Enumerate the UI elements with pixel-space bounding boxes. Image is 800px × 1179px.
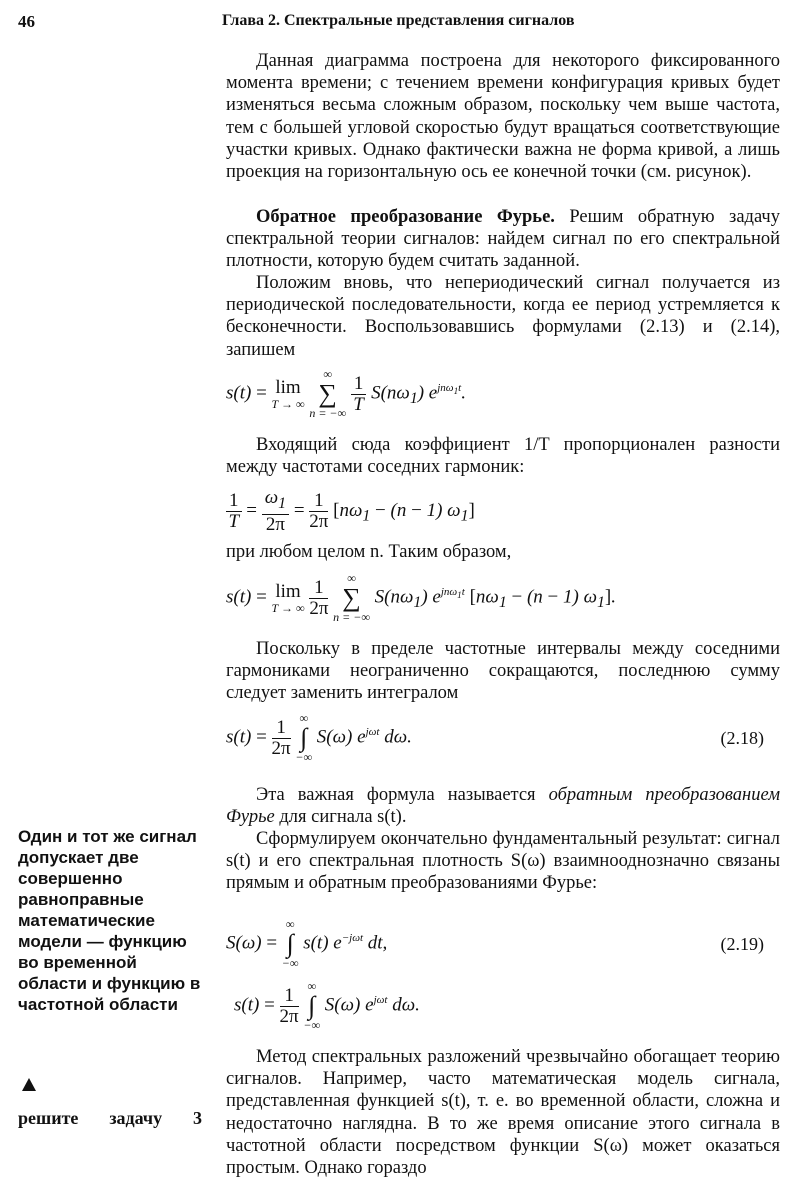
exercise-note	[18, 1108, 202, 1129]
paragraph-periodic: Положим вновь, что непериодический сигнал получается из периодической последовательности, когда ее период устремляется к бесконечности. Воспользовавшись формулами (2.13) и (2.14), запишем	[226, 273, 780, 360]
section-title: Обратное преобразование Фурье.	[256, 207, 555, 227]
paragraph-spectral-method: Метод спектральных разложений чрезвычайно обогащает теорию сигналов. Например, часто математическая модель сигнала, представленная функцией s(t), т. е. во временной области, сложна и недостаточно наглядна. В то же время описание этого сигнала в частотной области посредством функции S(ω) может оказаться простым. Однако гораздо	[226, 1047, 780, 1179]
formula-frequency-difference: $\frac{1}{T}$ = $\frac{\omega_1}{2\pi}$ = $\frac{1}{2\pi}$ [$n\omega_1 - (n - 1)$ $\omega_1$]	[226, 488, 475, 535]
paragraph-important-formula	[226, 784, 780, 828]
paragraph-coefficient: Входящий сюда коэффициент 1/T пропорционален разности между частотами соседних гармоник:	[226, 435, 780, 478]
paragraph-inverse-fourier-text: Решим обратную задачу спектральной теории сигналов: найдем сигнал по его спектральной плотности, которую будем считать заданной.	[226, 207, 780, 272]
exercise-word: решите	[18, 1108, 79, 1128]
formula-2-19-forward: S(ω) = ∞ ∫ −∞ s(t) $e^{-j\omega t}$ dt,	[226, 917, 388, 970]
exercise-task: задачу	[109, 1108, 163, 1128]
margin-note: Один и тот же сигнал допускает две совершенно равноправные математические модели — функцию во временной области и функцию в частотной области	[18, 827, 201, 1014]
formula-limit-sum-2: s(t) = lim T → ∞ $\frac{1}{2\pi}$ ∞ ∑ n = −∞ $S(n\omega_1)$ $e^{jn\omega_1t}$ [$n\omega_1 - (n - 1)$ $\omega_1$].	[226, 571, 616, 624]
formula-2-18: s(t) = $\frac{1}{2\pi}$ ∞ ∫ −∞ S(ω) $e^{j\omega t}$ dω.	[226, 711, 412, 764]
page-number: 46	[18, 12, 35, 31]
paragraph-inverse-fourier	[226, 206, 780, 273]
running-head: Глава 2. Спектральные представления сигналов	[222, 12, 575, 29]
paragraph-fundamental-result: Сформулируем окончательно фундаментальный результат: сигнал s(t) и его спектральная плотность S(ω) взаимнооднозначно связаны прямым и обратным преобразованиями Фурье:	[226, 829, 780, 894]
equation-number-2-19: (2.19)	[720, 934, 764, 954]
exercise-number: 3	[193, 1108, 202, 1128]
equation-number-2-18: (2.18)	[720, 728, 764, 748]
paragraph-integral: Поскольку в пределе частотные интервалы между соседними гармониками неограниченно сокращаются, последнюю сумму следует заменить интегралом	[226, 639, 780, 704]
term-inverse-fourier: обратным преобразованием Фурье	[226, 785, 780, 828]
formula-limit-sum: s(t) = lim T → ∞ ∞ ∑ n = −∞ $\frac{1}{T}$ $S(n\omega_1)$ $e^{jn\omega_1t}$.	[226, 367, 466, 420]
triangle-icon	[22, 1078, 36, 1091]
paragraph-integer-n: при любом целом n. Таким образом,	[226, 542, 512, 562]
formula-2-19-inverse: s(t) = $\frac{1}{2\pi}$ ∞ ∫ −∞ S(ω) $e^{j\omega t}$ dω.	[234, 979, 420, 1032]
paragraph-important-formula-b: для сигнала s(t).	[274, 807, 407, 828]
paragraph-diagram: Данная диаграмма построена для некоторого фиксированного момента времени; с течением времени конфигурация кривых будет изменяться весьма сложным образом, поскольку чем выше частота, тем с большей угловой скоростью будут вращаться соответствующие участки кривых. Однако фактически важна не форма кривой, а лишь проекция на горизонтальную ось ее конечной точки (см. рисунок).	[226, 51, 780, 183]
paragraph-important-formula-a: Эта важная формула называется	[256, 785, 549, 805]
